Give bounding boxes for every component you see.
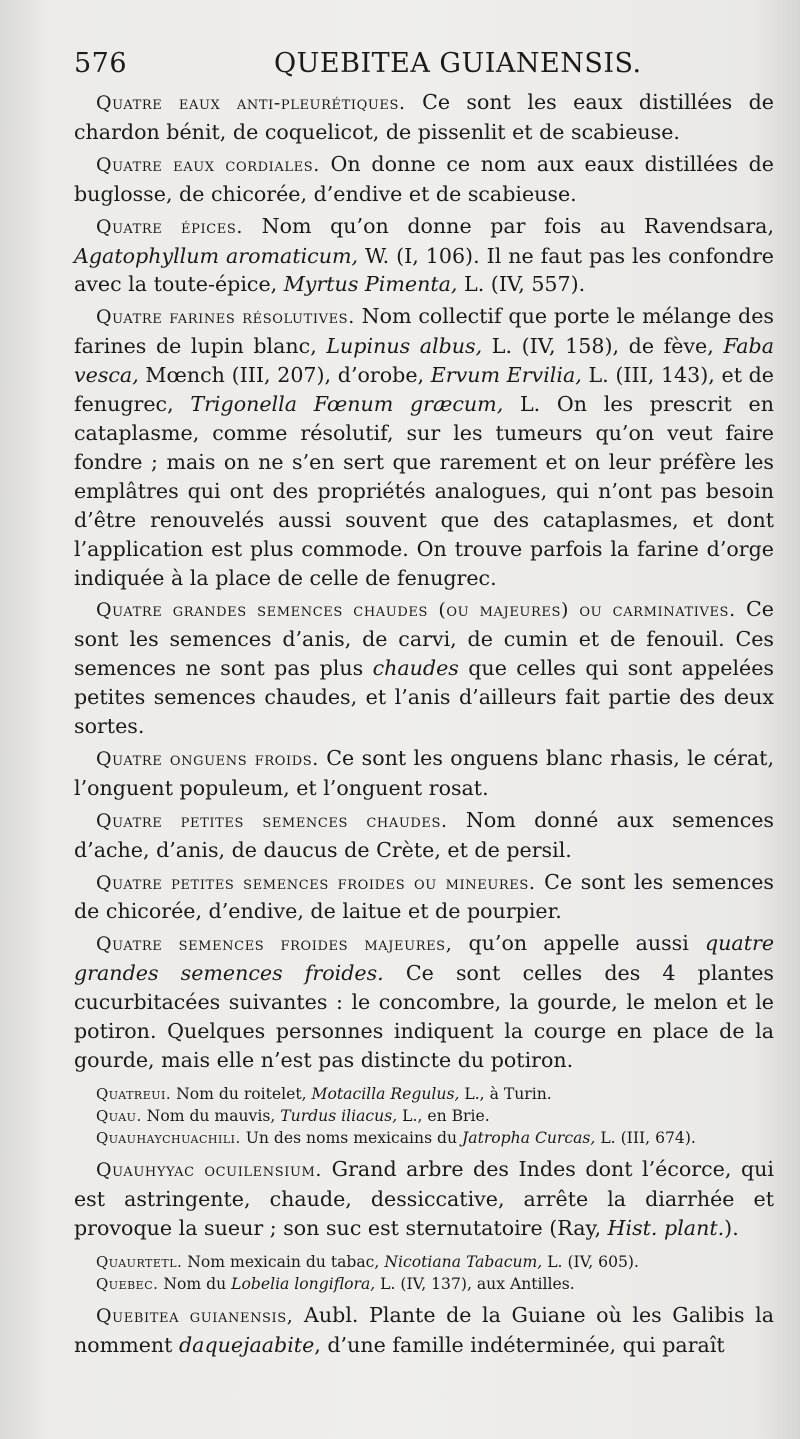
entry-quebitea-guianensis	[74, 1301, 774, 1360]
entry-text: Nom du roitelet,	[171, 1084, 312, 1103]
entry-text: Nom du mauvis,	[141, 1106, 281, 1125]
entry-headword: Quatre onguens froids.	[96, 747, 319, 770]
minor-entry-quaurtetl	[74, 1251, 774, 1273]
entry-headword: Quatre semences froides majeures,	[96, 933, 453, 956]
entry-text: L. (III, 143), et de fenugrec,	[74, 363, 774, 417]
species-name: Trigonella Fœnum græcum,	[190, 392, 504, 417]
entry-quatre-eaux-cordiales	[74, 150, 774, 209]
entry-headword: Quaurtetl.	[96, 1252, 183, 1271]
entry-text: Ce sont les eaux distillées de chardon bénit, de coquelicot, de pissenlit et de scabieuse.	[74, 90, 774, 144]
entry-text: Aubl. Plante de la Guiane où les Galibis la nomment	[74, 1302, 775, 1357]
species-name: Lupinus albus,	[326, 334, 483, 359]
minor-entry-quauhaychuachili	[74, 1127, 774, 1149]
entry-text: Ce sont les onguens blanc rhasis, le cérat, l’onguent populeum, et l’onguent rosat.	[74, 745, 774, 800]
entry-text: Nom qu’on donne par fois au Ravendsara,	[243, 213, 775, 238]
entry-headword: Quau.	[96, 1106, 142, 1125]
entry-headword: Quatreui.	[96, 1084, 172, 1103]
species-name: Jatropha Curcas,	[462, 1128, 596, 1147]
entry-text: Mœnch (III, 207), d’orobe,	[138, 363, 431, 388]
entry-headword: Quatre eaux cordiales.	[96, 153, 320, 176]
entry-headword: Quatre épices.	[96, 215, 243, 238]
entry-text: Un des noms mexicains du	[240, 1128, 463, 1147]
entry-headword: Quebitea guianensis,	[96, 1304, 294, 1327]
entry-headword: Quebec.	[96, 1274, 159, 1293]
entry-text: ).	[724, 1215, 739, 1240]
entry-text: Ce sont les semences d’anis, de carvi, de cumin et de fenouil. Ces semences ne sont pas plus	[74, 597, 774, 681]
entry-text: L. (IV, 137), aux Antilles.	[375, 1274, 575, 1293]
entry-text: Ce sont les semences de chicorée, d’endive, de laitue et de pourpier.	[74, 869, 774, 924]
entry-quatre-onguens-froids	[74, 744, 774, 803]
page-header	[74, 48, 774, 88]
vernacular-name: daquejaabite	[179, 1332, 315, 1357]
entry-headword: Quatre petites semences chaudes.	[96, 809, 448, 832]
entry-text: L. On les prescrit en cataplasme, comme résolutif, sur les tumeurs qu’on veut faire fondre ; mais on ne s’en sert que rarement et on leur préfère les emplâtres qui ont des propriétés analogues, qui n’ont pas besoin d’être renouvelés aussi souvent que des cataplasmes, et dont l’application est plus commode. On trouve parfois la farine d’orge indiquée à la place de celle de fenugrec.	[74, 392, 774, 590]
entry-quatre-eaux-anti-pleuretiques	[74, 88, 774, 147]
species-name: Motacilla Regulus,	[311, 1084, 460, 1103]
entry-quatre-semences-froides-majeures	[74, 929, 774, 1075]
entry-text: que celles qui sont appelées petites semences chaudes, et l’anis d’ailleurs fait partie des deux sortes.	[74, 656, 774, 739]
entry-text: L. (IV, 158), de fève,	[482, 334, 724, 359]
entry-text: L. (III, 674).	[595, 1128, 696, 1147]
entry-text: Nom donné aux semences d’ache, d’anis, de daucus de Crète, et de persil.	[74, 807, 775, 862]
entry-text: L. (IV, 605).	[542, 1252, 639, 1271]
species-name: Agatophyllum aromaticum,	[74, 243, 359, 268]
entry-headword: Quatre eaux anti-pleurétiques.	[96, 92, 406, 114]
species-name: Myrtus Pimenta,	[283, 272, 458, 297]
entry-headword: Quauhaychuachili.	[96, 1128, 241, 1147]
entry-text: On donne ce nom aux eaux distillées de buglosse, de chicorée, d’endive et de scabieuse.	[74, 151, 774, 206]
citation-title: Hist. plant.	[607, 1215, 725, 1240]
emphasis-text: quatre grandes semences froides.	[74, 931, 775, 986]
minor-entry-quatreui	[74, 1083, 774, 1105]
minor-entries-group	[74, 1083, 774, 1149]
minor-entry-quau	[74, 1105, 774, 1127]
species-name: Nicotiana Tabacum,	[384, 1252, 543, 1271]
page-number: 576	[74, 48, 128, 79]
entry-text: Grand arbre des Indes dont l’écorce, qui est astringente, chaude, dessiccative, arrête la diarrhée et provoque la sueur ; son suc est sternutatoire (Ray,	[74, 1156, 774, 1240]
entry-text: Ce sont celles des 4 plantes cucurbitacées suivantes : le concombre, la gourde, le melon et le potiron. Quelques personnes indiquent la courge en place de la gourde, mais elle n’est pas distincte du potiron.	[74, 961, 774, 1072]
entry-text: qu’on appelle aussi	[452, 931, 705, 956]
entry-headword: Quatre petites semences froides ou mineures.	[96, 871, 536, 894]
entry-quatre-petites-semences-froides	[74, 868, 774, 927]
entry-quatre-epices	[74, 212, 774, 300]
entry-headword: Quatre grandes semences chaudes (ou majeures) ou carminatives.	[96, 599, 736, 622]
entry-quatre-farines-resolutives	[74, 302, 774, 592]
species-name: Turdus iliacus,	[280, 1106, 398, 1125]
entry-text: L., en Brie.	[397, 1106, 490, 1125]
entry-text: Nom collectif que porte le mélange des farines de lupin blanc,	[74, 304, 774, 359]
entry-text: W. (I, 106). Il ne faut pas les confondre avec la toute-épice,	[74, 243, 774, 297]
minor-entries-group	[74, 1251, 774, 1295]
entry-quatre-grandes-semences-chaudes	[74, 595, 774, 741]
species-name: Ervum Ervilia,	[430, 363, 582, 388]
entry-quatre-petites-semences-chaudes	[74, 806, 774, 865]
entry-text: Nom du	[158, 1274, 232, 1293]
running-title: QUEBITEA GUIANENSIS.	[274, 48, 642, 79]
entry-headword: Quauhyyac ocuilensium.	[96, 1158, 323, 1181]
entry-text: L. (IV, 557).	[457, 272, 586, 297]
entry-headword: Quatre farines résolutives.	[96, 306, 355, 329]
species-name: Lobelia longiflora,	[231, 1274, 376, 1293]
entry-text: Nom mexicain du tabac,	[182, 1252, 385, 1271]
species-name: Faba vesca,	[74, 334, 775, 388]
minor-entry-quebec	[74, 1273, 774, 1295]
entry-text: L., à Turin.	[459, 1084, 552, 1103]
entry-text: , d’une famille indéterminée, qui paraît	[314, 1332, 725, 1357]
emphasis-text: chaudes	[372, 656, 459, 681]
entry-quauhyyac-ocuilensium	[74, 1155, 774, 1243]
